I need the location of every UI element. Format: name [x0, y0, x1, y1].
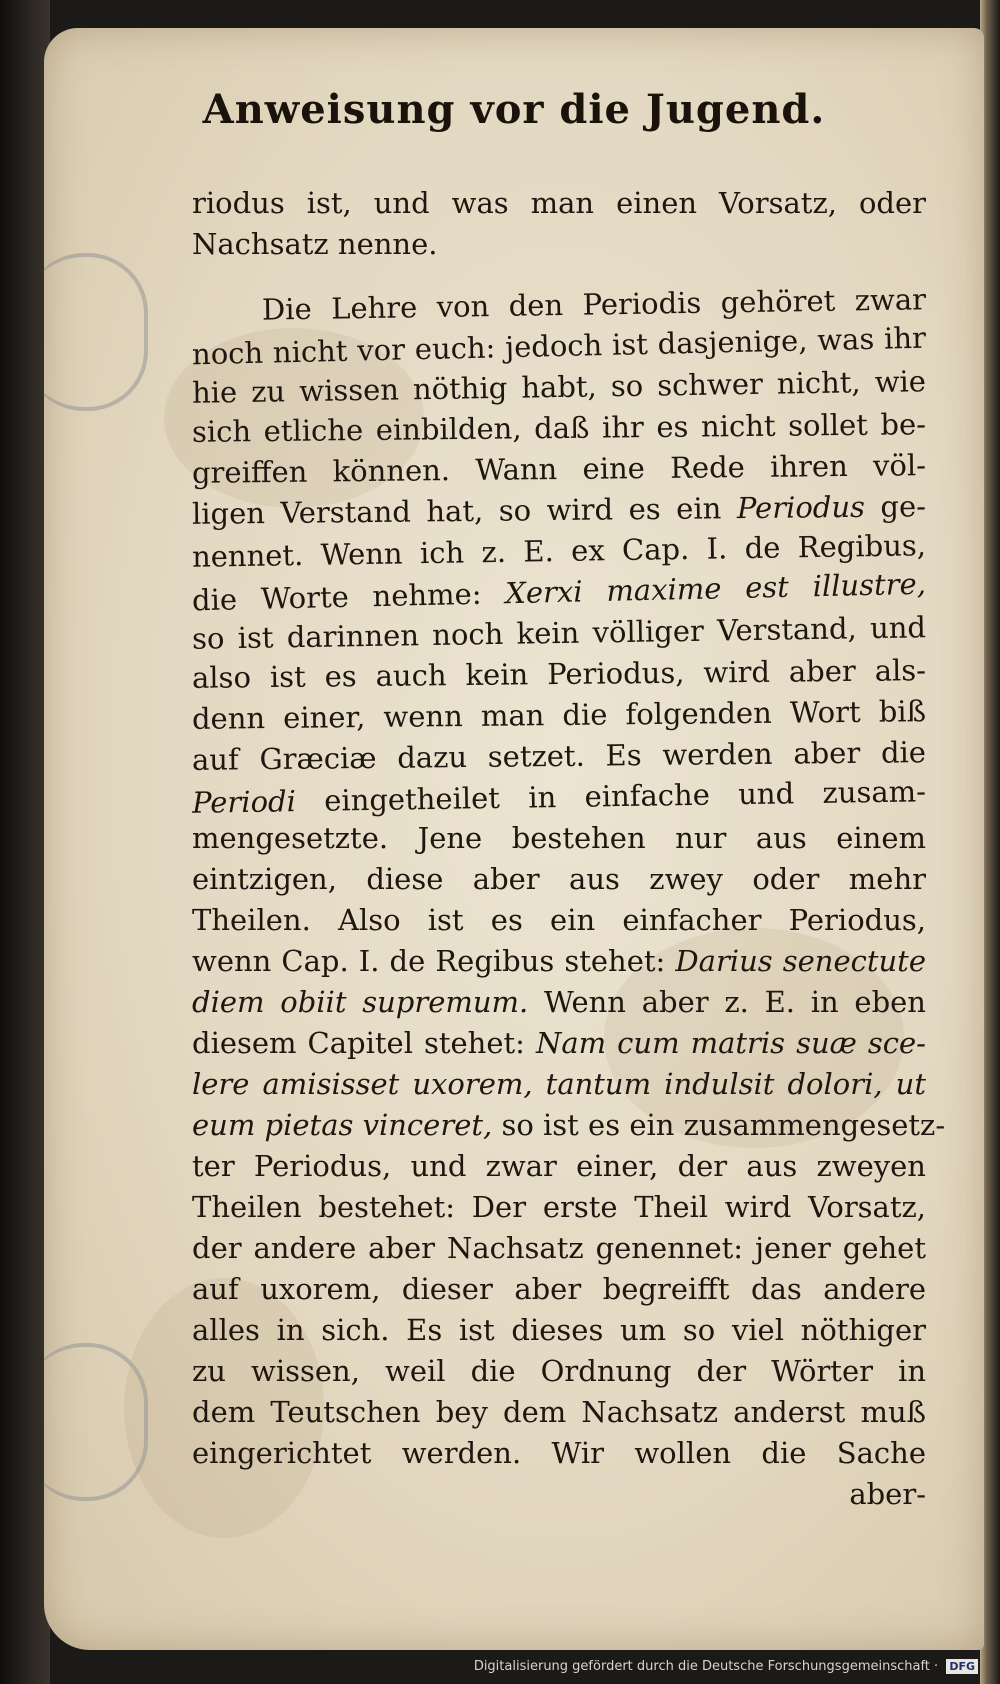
- latin-phrase: Periodus: [736, 489, 866, 526]
- text-line: diesem Capitel stehet: Nam cum matris suæ sce-: [192, 1026, 926, 1060]
- text-line: also ist es auch kein Periodus, wird aber als-: [191, 653, 927, 695]
- text-line: ter Periodus, und zwar einer, der aus zweyen: [192, 1149, 926, 1183]
- text-line: dem Teutschen bey dem Nachsatz anderst muß: [192, 1395, 926, 1429]
- text-line: alles in sich. Es ist dieses um so viel nöthiger: [192, 1313, 926, 1347]
- book-page: [44, 28, 984, 1650]
- text-line: wenn Cap. I. de Regibus stehet: Darius senectute: [192, 944, 926, 978]
- text-line: sich etliche einbilden, daß ihr es nicht sollet be-: [191, 407, 927, 449]
- text-line: auf Græciæ dazu setzet. Es werden aber die: [191, 735, 927, 777]
- text-line: aber-: [849, 1477, 926, 1511]
- text-line: so ist darinnen noch kein völliger Verstand, und: [191, 610, 927, 656]
- latin-phrase: diem obiit supremum.: [192, 985, 529, 1019]
- text-line: Die Lehre von den Periodis gehöret zwar: [261, 282, 927, 327]
- text-line: hie zu wissen nöthig habt, so schwer nicht, wie: [191, 364, 927, 410]
- latin-phrase: Periodi: [191, 784, 297, 820]
- text-line: auf uxorem, dieser aber begreifft das andere: [192, 1272, 926, 1306]
- latin-phrase: Nam cum matris suæ sce-: [535, 1026, 926, 1060]
- text-line: Nachsatz nenne.: [192, 227, 438, 261]
- text-line: greiffen können. Wann eine Rede ihren völ-: [191, 448, 927, 490]
- text-line: zu wissen, weil die Ordnung der Wörter in: [192, 1354, 926, 1388]
- latin-phrase: Xerxi maxime est illustre,: [504, 566, 927, 611]
- text-line: noch nicht vor euch: jedoch ist dasjenige, was ihr: [191, 320, 927, 372]
- text-line: Theilen. Also ist es ein einfacher Periodus,: [192, 903, 926, 937]
- body-text: [191, 183, 946, 1515]
- text-line: Theilen bestehet: Der erste Theil wird Vorsatz,: [192, 1190, 926, 1224]
- latin-phrase: eum pietas vinceret,: [192, 1108, 493, 1142]
- credit-text: Digitalisierung gefördert durch die Deutsche Forschungsgemeinschaft ·: [473, 1659, 939, 1674]
- text-line: ligen Verstand hat, so wird es ein Periodus ge-: [191, 489, 927, 531]
- text-line: [192, 1064, 926, 1105]
- binding-edge-left: [0, 0, 50, 1684]
- text-line: der andere aber Nachsatz genennet: jener gehet: [192, 1231, 926, 1265]
- text-line: diem obiit supremum. Wenn aber z. E. in eben: [192, 985, 926, 1019]
- dfg-logo: DFG: [946, 1659, 978, 1674]
- latin-phrase: lere amisisset uxorem, tantum indulsit dolori, ut: [192, 1067, 926, 1101]
- text-line: eum pietas vinceret, so ist es ein zusammengesetz-: [192, 1108, 946, 1142]
- text-line: mengesetzte. Jene bestehen nur aus einem: [192, 821, 926, 855]
- page-clip-top: [44, 253, 148, 411]
- digitization-credit: [474, 1656, 978, 1678]
- running-head: Anweisung vor die Jugend.: [202, 86, 826, 133]
- text-line: eintzigen, diese aber aus zwey oder mehr: [192, 862, 926, 896]
- text-line: denn einer, wenn man die folgenden Wort biß: [191, 694, 927, 736]
- text-line: Periodi eingetheilet in einfache und zusam-: [191, 774, 927, 820]
- page-clip-bottom: [44, 1343, 148, 1501]
- text-line: eingerichtet werden. Wir wollen die Sache: [192, 1436, 926, 1470]
- text-line: riodus ist, und was man einen Vorsatz, oder: [192, 186, 926, 220]
- text-line: nennet. Wenn ich z. E. ex Cap. I. de Regibus,: [191, 528, 927, 574]
- latin-phrase: Darius senectute: [675, 944, 926, 978]
- text-line: die Worte nehme: Xerxi maxime est illustre,: [191, 566, 927, 618]
